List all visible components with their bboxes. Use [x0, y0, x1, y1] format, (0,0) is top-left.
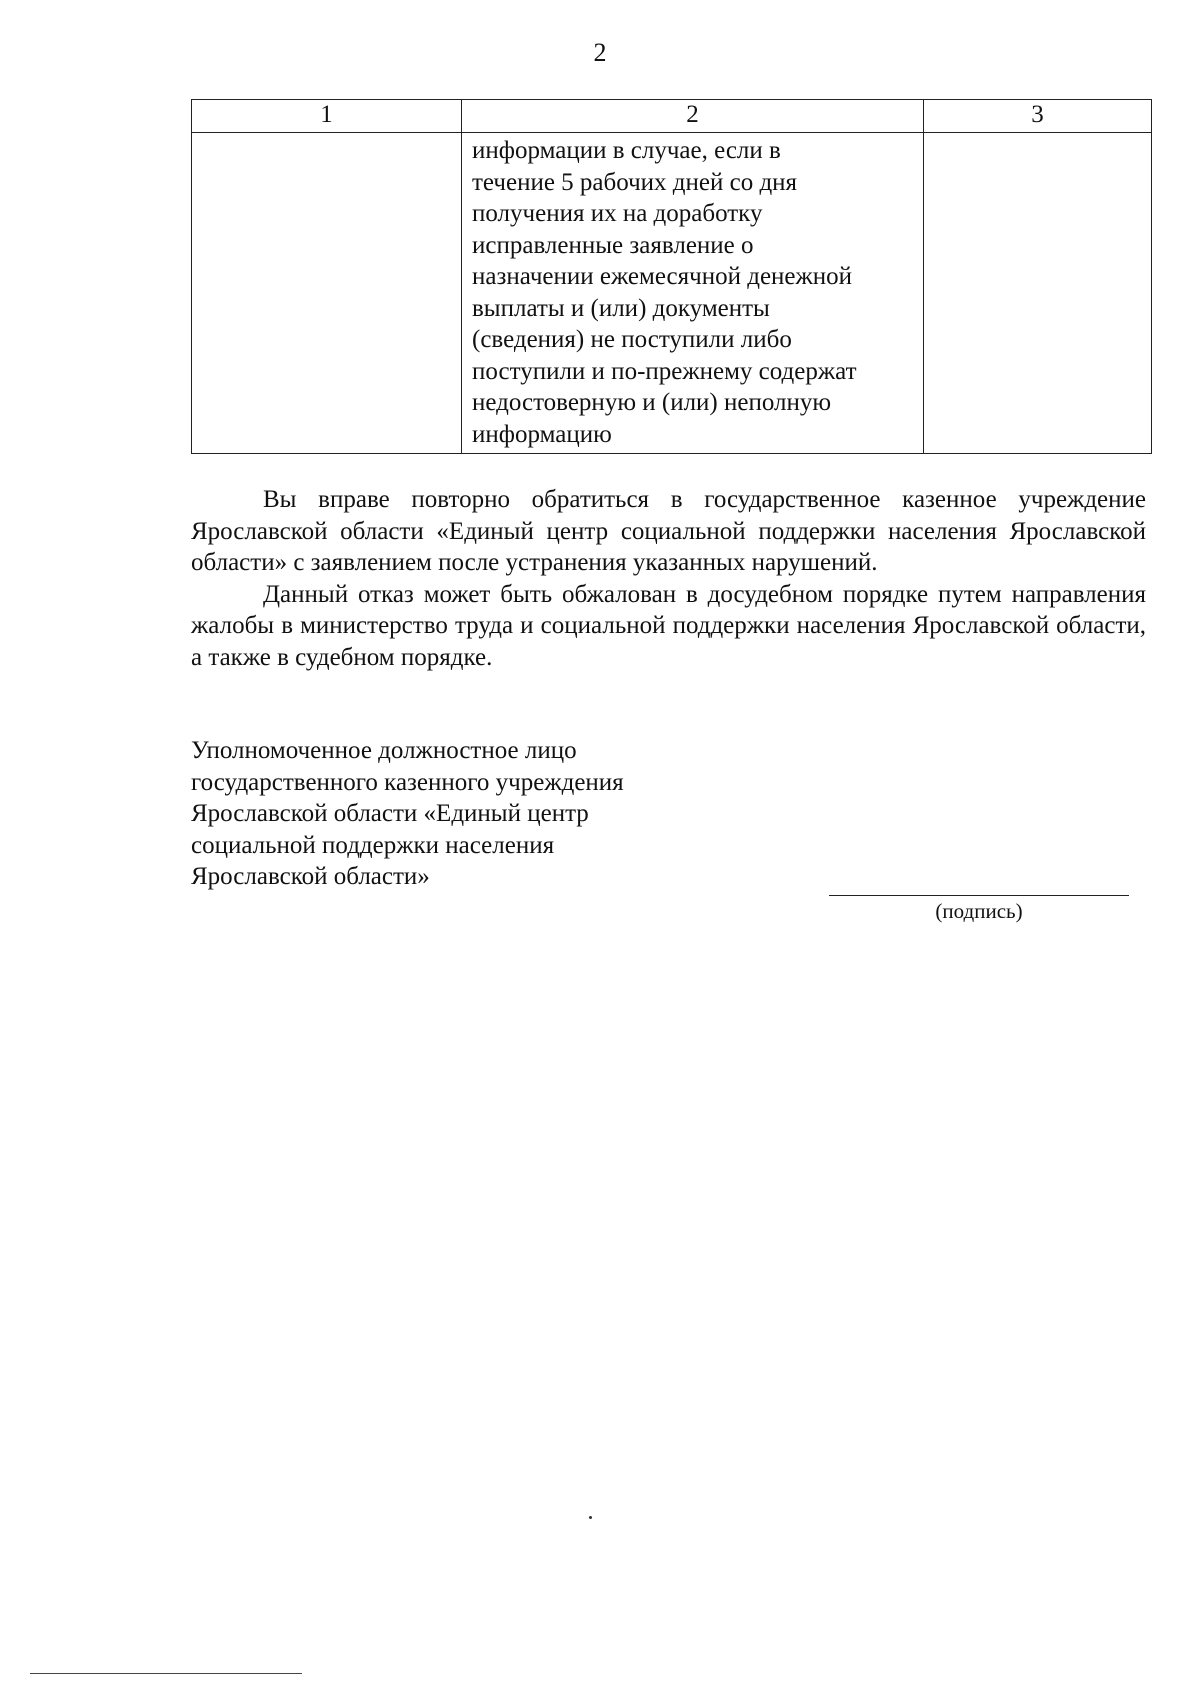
table-header-row	[192, 100, 1152, 133]
paragraph-reapply: Вы вправе повторно обратиться в государственное казенное учреждение Ярославской области «Единый центр социальной поддержки населения Ярославской области» с заявлением после устранения указанных нарушений.	[191, 486, 1146, 576]
page-number: 2	[593, 38, 607, 67]
cell-line: информации в случае, если в	[472, 137, 781, 164]
table-cell-col-1	[192, 133, 462, 454]
body-text	[191, 484, 1146, 673]
official-signature-block	[191, 735, 751, 893]
footer-rule	[30, 1673, 302, 1674]
signature-line	[829, 895, 1129, 896]
paragraph-appeal: Данный отказ может быть обжалован в досудебном порядке путем направления жалобы в министерство труда и социальной поддержки населения Ярославской области, а также в судебном порядке.	[191, 580, 1146, 671]
cell-line: недостоверную и (или) неполную	[472, 389, 832, 416]
table-header-col-1: 1	[192, 100, 462, 133]
table-cell-col-3	[924, 133, 1152, 454]
official-title-line: Ярославской области «Единый центр	[191, 800, 589, 827]
official-title-line: социальной поддержки населения	[191, 831, 555, 859]
cell-line: исправленные заявление о	[472, 231, 754, 259]
cell-line: назначении ежемесячной денежной	[472, 263, 853, 290]
cell-line: течение 5 рабочих дней со дня	[472, 168, 798, 196]
scan-artifact-dot	[589, 1516, 592, 1519]
cell-line: выплаты и (или) документы	[472, 294, 770, 322]
signature-caption: (подпись)	[935, 899, 1023, 923]
official-title-line: Ярославской области»	[191, 863, 430, 890]
cell-line: (сведения) не поступили либо	[472, 326, 792, 353]
table-row	[192, 133, 1152, 454]
table-cell-col-2	[462, 133, 924, 454]
official-title-line: Уполномоченное должностное лицо	[191, 737, 577, 764]
table-header-col-3: 3	[924, 100, 1152, 133]
cell-line: получения их на доработку	[472, 200, 763, 227]
cell-line: информацию	[472, 420, 612, 448]
cell-line: поступили и по-прежнему содержат	[472, 357, 857, 385]
refusal-reasons-table	[191, 99, 1152, 454]
official-title-line: государственного казенного учреждения	[191, 768, 624, 796]
table-header-col-2: 2	[462, 100, 924, 133]
